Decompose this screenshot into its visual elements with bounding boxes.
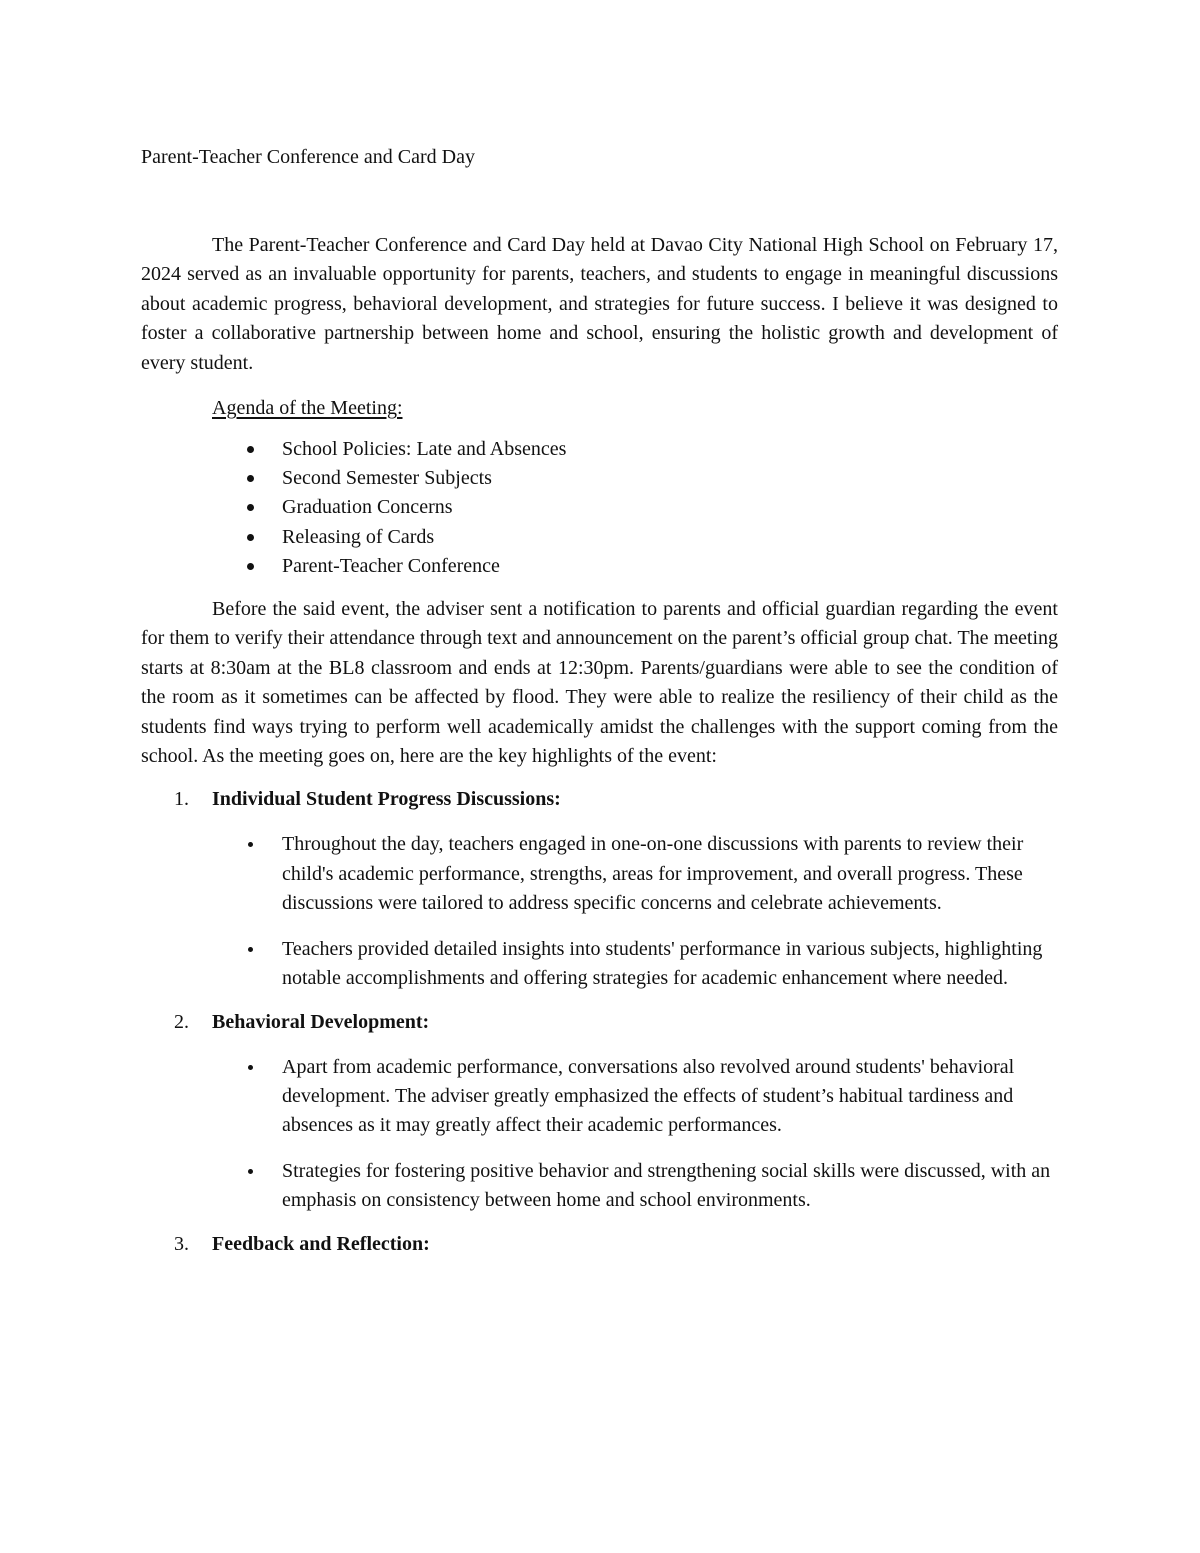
bullet-icon: [247, 563, 254, 570]
section-point: [141, 1053, 1058, 1141]
section-number: 3.: [174, 1232, 189, 1255]
agenda-heading: Agenda of the Meeting:: [212, 397, 403, 420]
agenda-item-text: Graduation Concerns: [282, 496, 453, 519]
agenda-item-text: Parent-Teacher Conference: [282, 554, 500, 577]
agenda-item: [141, 435, 1058, 464]
agenda-list: [141, 435, 1058, 581]
section-heading-text: Individual Student Progress Discussions:: [212, 788, 561, 811]
section-point: [141, 935, 1058, 994]
section-heading-text: Behavioral Development:: [212, 1010, 430, 1033]
bullet-icon: [247, 475, 254, 482]
section-points: [141, 830, 1058, 993]
section-point-text: Apart from academic performance, conversations also revolved around students' behavioral development. The adviser greatly emphasized the effects of student’s habitual tardiness and absences as it may greatly affect their academic performances.: [282, 1055, 1015, 1137]
intro-paragraph: The Parent-Teacher Conference and Card Day held at Davao City National High School on February 17, 2024 served as an invaluable opportunity for parents, teachers, and students to engage in meaningful discussions about academic progress, behavioral development, and strategies for future success. I believe it was designed to foster a collaborative partnership between home and school, ensuring the holistic growth and development of every student.: [141, 234, 1058, 374]
section-heading: [141, 1008, 1058, 1037]
bullet-icon: [248, 1169, 253, 1174]
agenda-item-text: Releasing of Cards: [282, 525, 435, 548]
agenda-item: [141, 493, 1058, 522]
page-title: Parent-Teacher Conference and Card Day: [141, 146, 475, 168]
bullet-icon: [247, 504, 254, 511]
highlight-section: [141, 1230, 1058, 1259]
section-point: [141, 830, 1058, 918]
section-point: [141, 1157, 1058, 1216]
bullet-icon: [248, 947, 253, 952]
highlight-section: [141, 785, 1058, 993]
body-paragraph: Before the said event, the adviser sent a notification to parents and official guardian regarding the event for them to verify their attendance through text and announcement on the parent’s official group chat. The meeting starts at 8:30am at the BL8 classroom and ends at 12:30pm. Parents/guardians were able to see the condition of the room as it sometimes can be affected by flood. They were able to realize the resiliency of their child as the students find ways trying to perform well academically amidst the challenges with the support coming from the school. As the meeting goes on, here are the key highlights of the event:: [141, 598, 1058, 768]
bullet-icon: [247, 446, 254, 453]
section-point-text: Teachers provided detailed insights into students' performance in various subjects, highlighting notable accomplishments and offering strategies for academic enhancement where needed.: [282, 937, 1043, 990]
agenda-item: [141, 552, 1058, 581]
agenda-item: [141, 523, 1058, 552]
section-point-text: Throughout the day, teachers engaged in one-on-one discussions with parents to review their child's academic performance, strengths, areas for improvement, and overall progress. These discussions were tailored to address specific concerns and celebrate achievements.: [282, 833, 1024, 915]
section-points: [141, 1053, 1058, 1216]
highlight-section: [141, 1008, 1058, 1216]
section-point-text: Strategies for fostering positive behavior and strengthening social skills were discussed, with an emphasis on consistency between home and school environments.: [282, 1159, 1051, 1212]
document-content: [141, 143, 1058, 1259]
section-number: 2.: [174, 1010, 189, 1033]
section-heading: [141, 785, 1058, 814]
bullet-icon: [248, 842, 253, 847]
agenda-item-text: School Policies: Late and Absences: [282, 438, 567, 461]
section-heading-text: Feedback and Reflection:: [212, 1232, 430, 1255]
section-number: 1.: [174, 788, 189, 811]
bullet-icon: [248, 1065, 253, 1070]
section-heading: [141, 1230, 1058, 1259]
bullet-icon: [247, 534, 254, 541]
agenda-item-text: Second Semester Subjects: [282, 467, 492, 490]
agenda-item: [141, 464, 1058, 493]
